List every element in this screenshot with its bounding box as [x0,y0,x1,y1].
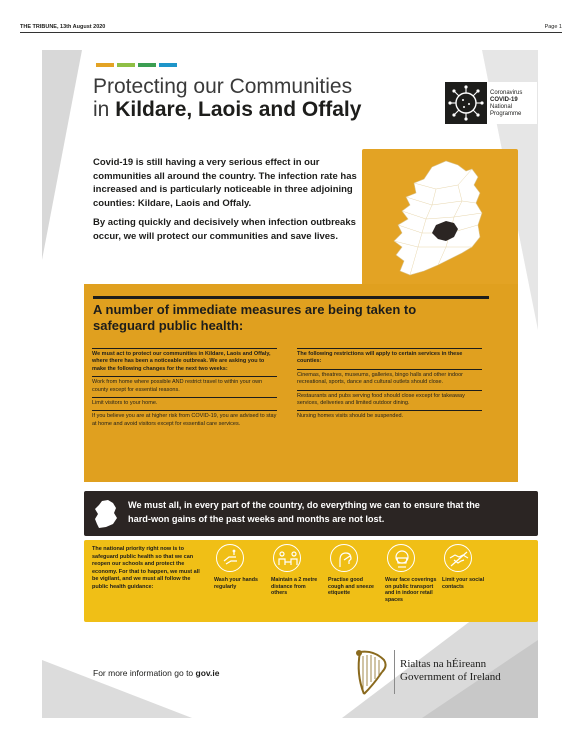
title-counties: Kildare, Laois and Offaly [115,98,362,121]
website-link[interactable]: gov.ie [195,668,220,678]
more-info [93,668,219,678]
tip-cough [328,544,380,597]
tip-label: Limit your social contacts [442,577,485,590]
government-name-english: Government of Ireland [400,671,501,683]
left-item-3: If you believe you are at higher risk from COVID-19, you are advised to stay at home and avoid visitors except for essential care services. [92,410,277,431]
logo-divider [394,650,395,694]
left-item-1: Work from home where possible AND restrict travel to within your own county except for essential reasons. [92,376,277,397]
measures-heading: A number of immediate measures are being taken to safeguard public health: [93,302,417,333]
logo-line-2: COVID-19 [490,97,518,103]
left-item-2: Limit visitors to your home. [92,397,277,410]
title-line-2 [93,98,361,121]
logo-line-1: Coronavirus [490,90,523,96]
logo-line-4: Programme [490,111,522,117]
banner-text: We must all, in every part of the country, do everything we can to ensure that the hard-won gains of the past weeks and months are not lost. [128,500,480,524]
tip-label: Wash your hands regularly [214,577,258,590]
tip-label: Wear face coverings on public transport and in indoor retail spaces [385,577,437,603]
intro-paragraph-1: Covid-19 is still having a very serious effect in our communities all around the country. The infection rate has increased and is particularly noticeable in three adjoining counties: Kildare, Laois and Offaly. [93,157,357,209]
government-logo [352,646,532,698]
virus-icon [445,82,487,124]
page-number: Page 1 [544,24,562,30]
priority-text: The national priority right now is to safeguard public health so that we can reopen our schools and protect the economy. For that to happen, we must all be vigilant, and we must all follow the public health guidance: [92,546,200,590]
distance-icon [273,544,301,572]
heading-rule [93,296,489,299]
color-bar-2 [117,63,135,67]
title-line-1: Protecting our Communities [93,75,353,98]
covid-programme-logo [445,82,537,124]
ireland-outline-icon [93,499,119,529]
tip-label: Maintain a 2 metre distance from others [271,577,318,597]
ireland-map [362,149,518,286]
title-in: in [93,98,116,121]
logo-line-3: National [490,104,513,110]
masthead: THE TRIBUNE, 13th August 2020 [20,24,106,30]
color-bar-4 [159,63,177,67]
government-name-irish: Rialtas na hÉireann [400,658,487,670]
tip-label: Practise good cough and sneeze etiquette [328,577,374,597]
right-item-1: Cinemas, theatres, museums, galleries, bingo halls and other indoor recreational, sports, dance and cultural outlets should close. [297,369,482,390]
measures-left-column [92,348,277,431]
face-covering-icon [387,544,415,572]
measures-right-column [297,348,482,424]
tip-social-contacts [442,544,494,590]
right-column-heading: The following restrictions will apply to certain services in these counties: [297,348,482,369]
right-item-3: Nursing homes visits should be suspended. [297,410,482,423]
tip-wash-hands [214,544,266,590]
message-banner [84,491,538,536]
tip-distance [271,544,323,597]
intro-text [93,156,368,243]
left-column-heading: We must act to protect our communities in Kildare, Laois and Offaly, where there has been a noticeable outbreak. We are asking you to make the following changes for the next two weeks: [92,348,277,376]
right-item-2: Restaurants and pubs serving food should close except for takeaway services, deliveries and limited outdoor dining. [297,390,482,411]
color-bar-3 [138,63,156,67]
handshake-icon [444,544,472,572]
newspaper-header [20,23,562,33]
cough-etiquette-icon [330,544,358,572]
more-info-text: For more information go to [93,668,196,678]
page-title [93,75,361,121]
logo-text [490,90,522,118]
color-bar-1 [96,63,114,67]
hand-wash-icon [216,544,244,572]
harp-icon [352,646,392,698]
tip-face-covering [385,544,437,603]
color-bars [96,63,177,67]
intro-paragraph-2: By acting quickly and decisively when infection outbreaks occur, we will protect our communities and save lives. [93,217,356,242]
ireland-map-panel [362,149,518,286]
